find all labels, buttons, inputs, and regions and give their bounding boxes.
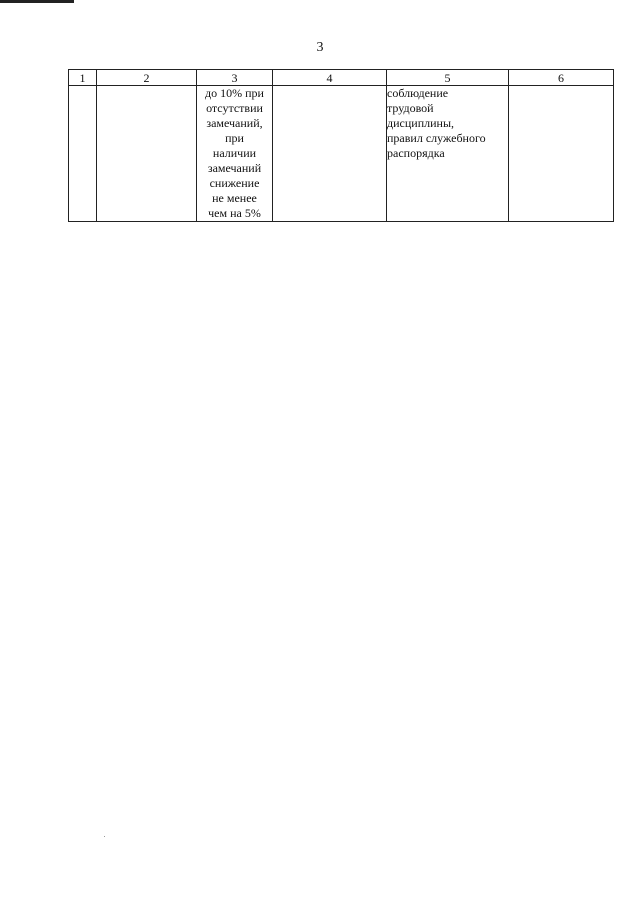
cell-col3-line: отсутствии [206, 101, 263, 115]
cell-col3-line: снижение [209, 176, 260, 190]
cell-col4 [273, 86, 387, 222]
cell-col5-line: трудовой [387, 101, 434, 115]
cell-col5-line: соблюдение [387, 86, 449, 100]
column-header-1: 1 [69, 70, 97, 86]
table-header-row [69, 70, 614, 86]
cell-col3-line: замечаний, [206, 116, 263, 130]
cell-col3 [197, 86, 273, 222]
cell-col6 [509, 86, 614, 222]
cell-col3-line: замечаний [207, 161, 262, 175]
cell-col3-line: до 10% при [205, 86, 264, 100]
cell-col3-line: чем на 5% [208, 206, 261, 220]
column-header-2: 2 [97, 70, 197, 86]
cell-col1 [69, 86, 97, 222]
cell-col5-line: дисциплины, [387, 116, 455, 130]
top-left-rule [0, 0, 74, 3]
cell-col5-line: распорядка [387, 146, 445, 160]
column-header-4: 4 [273, 70, 387, 86]
cell-col3-line: не менее [212, 191, 257, 205]
cell-col5 [387, 86, 509, 222]
page-number: 3 [316, 40, 324, 55]
column-header-3: 3 [197, 70, 273, 86]
column-header-5: 5 [387, 70, 509, 86]
cell-col3-line: при [225, 131, 244, 145]
table-row [69, 86, 614, 222]
cell-col5-line: правил служебного [387, 131, 486, 145]
cell-col2 [97, 86, 197, 222]
column-header-6: 6 [509, 70, 614, 86]
scan-speck [104, 836, 105, 837]
criteria-table [68, 69, 614, 222]
cell-col3-line: наличии [212, 146, 257, 160]
